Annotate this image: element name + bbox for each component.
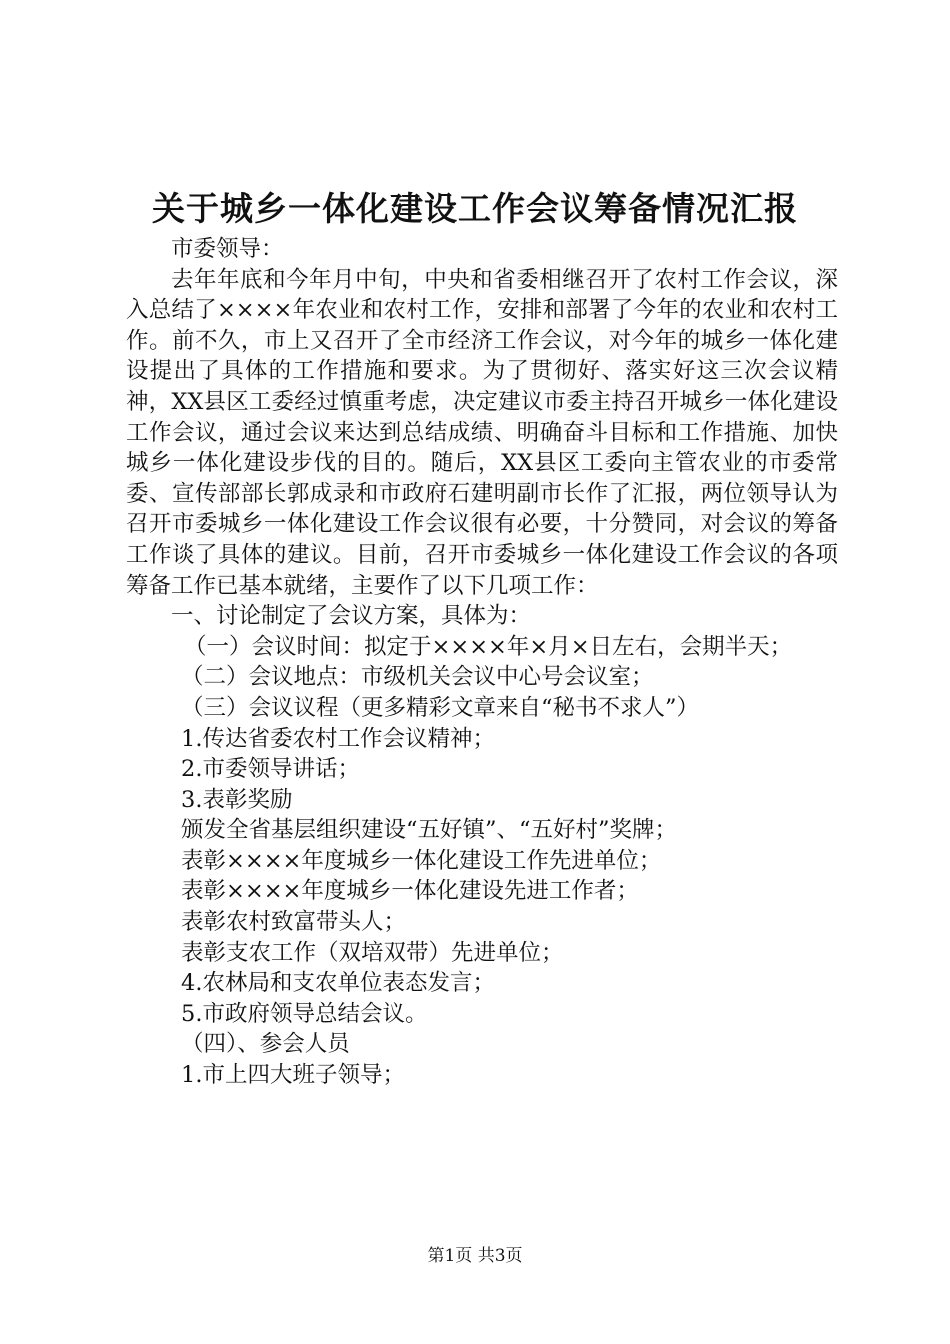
meeting-place-item: （二）会议地点：市级机关会议中心号会议室； bbox=[181, 664, 654, 691]
award-item: 表彰农村致富带头人； bbox=[181, 909, 407, 936]
agenda-item: 4.农林局和支农单位表态发言； bbox=[181, 970, 495, 997]
section-heading: 一、讨论制定了会议方案，具体为： bbox=[171, 603, 532, 630]
meeting-agenda-item: （三）会议议程（更多精彩文章来自“秘书不求人”） bbox=[181, 694, 700, 721]
award-item: 表彰××××年度城乡一体化建设工作先进单位； bbox=[181, 847, 662, 874]
meeting-time-item: （一）会议时间：拟定于××××年×月×日左右，会期半天； bbox=[184, 633, 793, 660]
document-title: 关于城乡一体化建设工作会议筹备情况汇报 bbox=[152, 189, 798, 228]
award-item: 表彰支农工作（双培双带）先进单位； bbox=[181, 939, 564, 966]
page-indicator: 第1页 共3页 bbox=[427, 1246, 523, 1266]
agenda-item: 3.表彰奖励 bbox=[181, 786, 293, 813]
agenda-item: 1.传达省委农村工作会议精神； bbox=[181, 725, 495, 752]
salutation: 市委领导： bbox=[171, 236, 284, 262]
attendee-item: 1.市上四大班子领导； bbox=[181, 1062, 405, 1089]
attendees-item: （四）、参会人员 bbox=[181, 1031, 350, 1058]
intro-paragraph: 去年年底和今年月中旬，中央和省委相继召开了农村工作会议，深入总结了××××年农业和农村工作，安排和部署了今年的农业和农村工作。前不久，市上又召开了全市经济工作会议，对今年的城乡一体化建设提出了具体的工作措施和要求。为了贯彻好、落实好这三次会议精神，XX县区工委经过慎重考虑，决定建议市委主持召开城乡一体化建设工作会议，通过会议来达到总结成绩、明确奋斗目标和工作措施、加快城乡一体化建设步伐的目的。随后，XX县区工委向主管农业的市委常委、宣传部部长郭成录和市政府石建明副市长作了汇报，两位领导认为召开市委城乡一体化建设工作会议很有必要，十分赞同，对会议的筹备工作谈了具体的建议。目前，召开市委城乡一体化建设工作会议的各项筹备工作已基本就绪，主要作了以下几项工作： bbox=[126, 266, 838, 599]
document-body bbox=[126, 234, 838, 1091]
agenda-item: 2.市委领导讲话； bbox=[181, 756, 360, 783]
award-item: 表彰××××年度城乡一体化建设先进工作者； bbox=[181, 878, 639, 905]
agenda-item: 5.市政府领导总结会议。 bbox=[181, 1000, 428, 1027]
award-item: 颁发全省基层组织建设“五好镇”、“五好村”奖牌； bbox=[181, 817, 678, 844]
